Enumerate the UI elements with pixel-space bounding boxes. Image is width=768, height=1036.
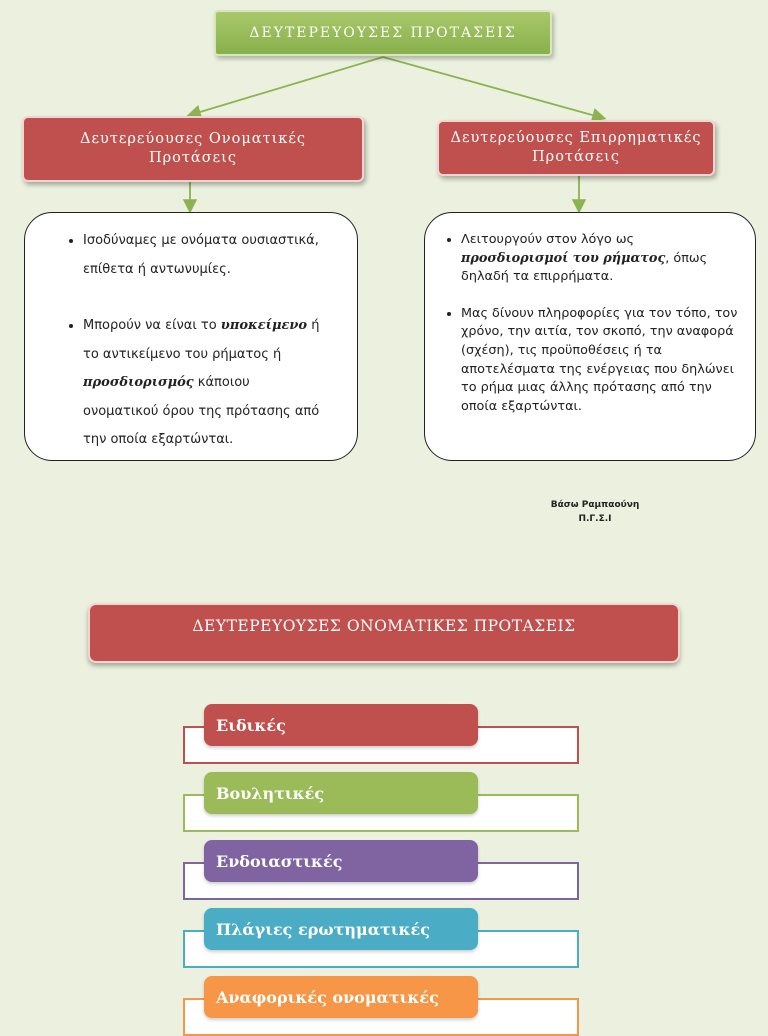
- left-branch-title-line2: Προτάσεις: [149, 150, 237, 166]
- clause-type-label: Ενδοιαστικές: [204, 840, 478, 882]
- connector-top-left: [190, 57, 383, 115]
- right-bullet-list: [441, 231, 741, 416]
- term-modifier: προσδιορισμός: [83, 375, 194, 390]
- section2-title-box: [88, 603, 680, 663]
- author-credit: [520, 498, 670, 526]
- clause-type-label: Αναφορικές ονοματικές: [204, 976, 478, 1018]
- clause-type-label: Βουλητικές: [204, 772, 478, 814]
- right-bullet-1: • Λειτουργούν στον λόγο ως προσδιορισμοί του ρήματος, όπως δηλαδή τα επιρρήματα.: [461, 231, 741, 287]
- right-description-panel: [424, 212, 756, 461]
- section2-title: ΔΕΥΤΕΡΕΥΟΥΣΕΣ ΟΝΟΜΑΤΙΚΕΣ ΠΡΟΤΑΣΕΙΣ: [192, 617, 576, 635]
- right-branch-title-line2: Προτάσεις: [532, 149, 620, 165]
- left-bullet-list: [63, 227, 329, 455]
- clause-type-label: Πλάγιες ερωτηματικές: [204, 908, 478, 950]
- left-branch-title-line1: Δευτερεύουσες Ονοματικές: [80, 131, 306, 147]
- left-bullet-1: • Ισοδύναμες με ονόματα ουσιαστικά, επίθετα ή αντωνυμίες.: [83, 227, 329, 284]
- author-name: Βάσω Ραμπαούνη: [550, 500, 640, 510]
- top-title: ΔΕΥΤΕΡΕΥΟΥΣΕΣ ΠΡΟΤΑΣΕΙΣ: [249, 25, 517, 41]
- right-branch-title-line1: Δευτερεύουσες Επιρρηματικές: [450, 130, 702, 146]
- clause-type-label: Ειδικές: [204, 704, 478, 746]
- term-verb-modifiers: προσδιορισμοί του ρήματος: [461, 250, 666, 266]
- top-title-box: [214, 10, 552, 56]
- term-subject: υποκείμενο: [220, 318, 308, 333]
- connector-top-right: [383, 57, 603, 118]
- right-bullet-2: • Μας δίνουν πληροφορίες για τον τόπο, τον χρόνο, την αιτία, τον σκοπό, την αναφορά (σχέση), τις προϋποθέσεις ή τα αποτελέσματα της ενέργειας που δηλώνει το ρήμα μιας άλλης πρότασης από την οποία εξαρτώνται.: [461, 305, 741, 417]
- left-bullet-2: • Μπορούν να είναι το υποκείμενο ή το αντικείμενο του ρήματος ή προσδιορισμός κάποιου ονοματικού όρου της πρότασης από την οποία εξαρτώνται.: [83, 312, 329, 455]
- author-affiliation: Π.Γ.Σ.Ι: [578, 514, 612, 524]
- right-branch-header: [437, 120, 715, 176]
- left-branch-header: [22, 116, 364, 182]
- left-description-panel: [24, 212, 358, 461]
